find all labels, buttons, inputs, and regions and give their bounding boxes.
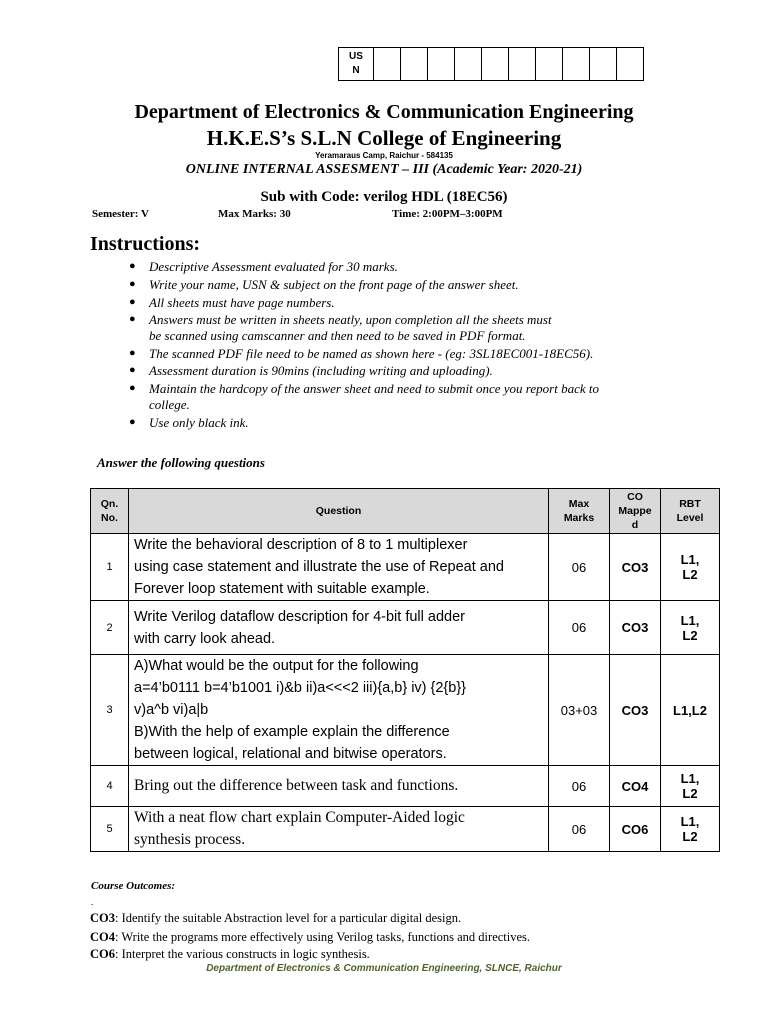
question-line: Write the behavioral description of 8 to 1 multiplexer [134,537,468,553]
question-text [129,807,549,852]
instruction-text: All sheets must have page numbers. [149,294,335,310]
instruction-item [129,259,689,275]
department-title: Department of Electronics & Communication Engineering [134,101,634,123]
max-marks-cell: 06 [549,807,610,852]
semester: Semester: V [92,208,149,220]
header-qno: Qn. No. [91,489,129,534]
question-line: Write Verilog dataflow description for 4-bit full adder [134,608,465,625]
max-marks-cell: 06 [549,766,610,807]
max-marks-cell: 03+03 [549,655,610,766]
rbt-level-cell [661,807,720,852]
header-question: Question [129,489,549,534]
course-outcome-text: : Interpret the various constructs in logic synthesis. [115,947,370,961]
instruction-item [129,346,689,362]
rbt-level-cell [661,655,720,766]
college-address: Yeramaraus Camp, Raichur - 584135 [315,151,453,160]
question-line: A)What would be the output for the following [134,658,419,674]
usn-digit-box [536,48,563,81]
rbt-level: L1, [680,612,700,628]
usn-digit-box [455,48,482,81]
instruction-text: be scanned using camscanner and then need to be saved in PDF format. [149,327,526,343]
max-marks-cell: 06 [549,601,610,655]
instructions-heading: Instructions: [90,233,201,255]
table-row [91,766,720,807]
co-mapped-cell: CO3 [610,601,661,655]
max-marks: Max Marks: 30 [218,208,291,220]
bullet-icon: ● [129,313,136,326]
usn-digit-box [509,48,536,81]
instruction-text: college. [149,396,190,412]
instruction-text: Descriptive Assessment evaluated for 30 marks. [149,259,398,274]
question-number: 5 [91,807,129,852]
question-line: B)With the help of example explain the difference [134,724,450,740]
question-line: Forever loop statement with suitable example. [134,581,430,597]
bullet-icon: ● [129,260,136,272]
course-outcomes-heading: Course Outcomes: [91,880,176,892]
rbt-level: L2 [682,786,698,801]
bullet-icon: ● [129,346,136,359]
rbt-level: L2 [682,567,698,582]
table-header-row [91,489,720,534]
usn-digit-box [428,48,455,81]
instruction-item [129,277,689,293]
header-co: CO Mappe d [610,489,661,534]
rbt-level: L2 [682,627,698,643]
answer-heading: Answer the following questions [97,455,265,470]
page-footer: Department of Electronics & Communication Engineering, SLNCE, Raichur [206,963,562,974]
usn-digit-box [482,48,509,81]
question-line: Bring out the difference between task and functions. [134,777,459,794]
question-number: 2 [91,601,129,655]
usn-digit-box [401,48,428,81]
course-outcome-item [90,947,370,962]
table-row [91,655,720,766]
instruction-item [129,363,689,379]
table-row [91,601,720,655]
bullet-icon: ● [129,382,136,395]
rbt-level-cell [661,601,720,655]
bullet-icon: ● [129,277,136,290]
course-outcome-code: CO6 [90,947,115,961]
co-mapped-cell: CO4 [610,766,661,807]
rbt-level: L1, [680,552,700,567]
instruction-text: Maintain the hardcopy of the answer sheet and need to submit once you report back to [149,381,599,397]
table-row [91,807,720,852]
usn-label: US N [339,48,374,81]
question-text [129,534,549,601]
rbt-level-cell [661,766,720,807]
header-marks: Max Marks [549,489,610,534]
usn-digit-box [374,48,401,81]
rbt-level: L2 [682,829,698,844]
question-number: 1 [91,534,129,601]
instruction-item [129,415,689,431]
instruction-text: Write your name, USN & subject on the front page of the answer sheet. [149,276,519,292]
instruction-item [129,295,689,311]
course-outcome-text: : Write the programs more effectively using Verilog tasks, functions and directives. [115,930,531,944]
rbt-level: L1, [680,814,700,829]
rbt-level: L1,L2 [673,702,707,718]
assessment-title: ONLINE INTERNAL ASSESMENT – III (Academic Year: 2020-21) [185,162,583,177]
course-outcome-code: CO3 [90,911,115,925]
question-text [129,766,549,807]
instruction-text: Answers must be written in sheets neatly, upon completion all the sheets must [149,312,552,328]
question-line: between logical, relational and bitwise operators. [134,746,447,762]
question-line: a=4’b0111 b=4’b1001 i)&b ii)a<<<2 iii){a,b} iv) {2{b}} [134,680,467,696]
header-rbt: RBT Level [661,489,720,534]
co-mapped-cell: CO6 [610,807,661,852]
instruction-text: The scanned PDF file need to be named as shown here - (eg: 3SL18EC001-18EC56). [149,345,594,361]
question-text [129,655,549,766]
subject-code: Sub with Code: verilog HDL (18EC56) [260,189,508,205]
usn-box [338,47,644,81]
usn-digit-box [590,48,617,81]
bullet-icon: ● [129,295,136,308]
question-number: 3 [91,655,129,766]
instruction-text: Assessment duration is 90mins (including writing and uploading). [149,363,493,379]
instruction-item [129,312,689,343]
question-line: with carry look ahead. [134,630,276,647]
course-outcomes-dot: . [91,897,94,907]
college-title: H.K.E.S’s S.L.N College of Engineering [206,126,562,150]
rbt-level: L1, [680,771,700,786]
table-row [91,534,720,601]
bullet-icon: ● [129,415,136,428]
bullet-icon: ● [129,364,136,377]
max-marks-cell: 06 [549,534,610,601]
question-line: With a neat flow chart explain Computer-Aided logic [134,809,465,826]
question-line: using case statement and illustrate the use of Repeat and [134,559,504,575]
rbt-level-cell [661,534,720,601]
co-mapped-cell: CO3 [610,534,661,601]
questions-table [90,488,720,852]
course-outcome-item [90,911,461,926]
instruction-item [129,381,689,412]
exam-time: Time: 2:00PM–3:00PM [392,208,503,220]
usn-digit-box [617,48,644,81]
usn-digit-box [563,48,590,81]
question-text [129,601,549,655]
question-number: 4 [91,766,129,807]
course-outcome-text: : Identify the suitable Abstraction level for a particular digital design. [115,911,462,925]
instructions-list [129,259,689,432]
course-outcome-code: CO4 [90,930,115,944]
instruction-text: Use only black ink. [149,414,249,430]
question-line: v)a^b vi)a|b [134,702,209,718]
course-outcome-item [90,930,530,945]
co-mapped-cell: CO3 [610,655,661,766]
question-line: synthesis process. [134,831,246,848]
